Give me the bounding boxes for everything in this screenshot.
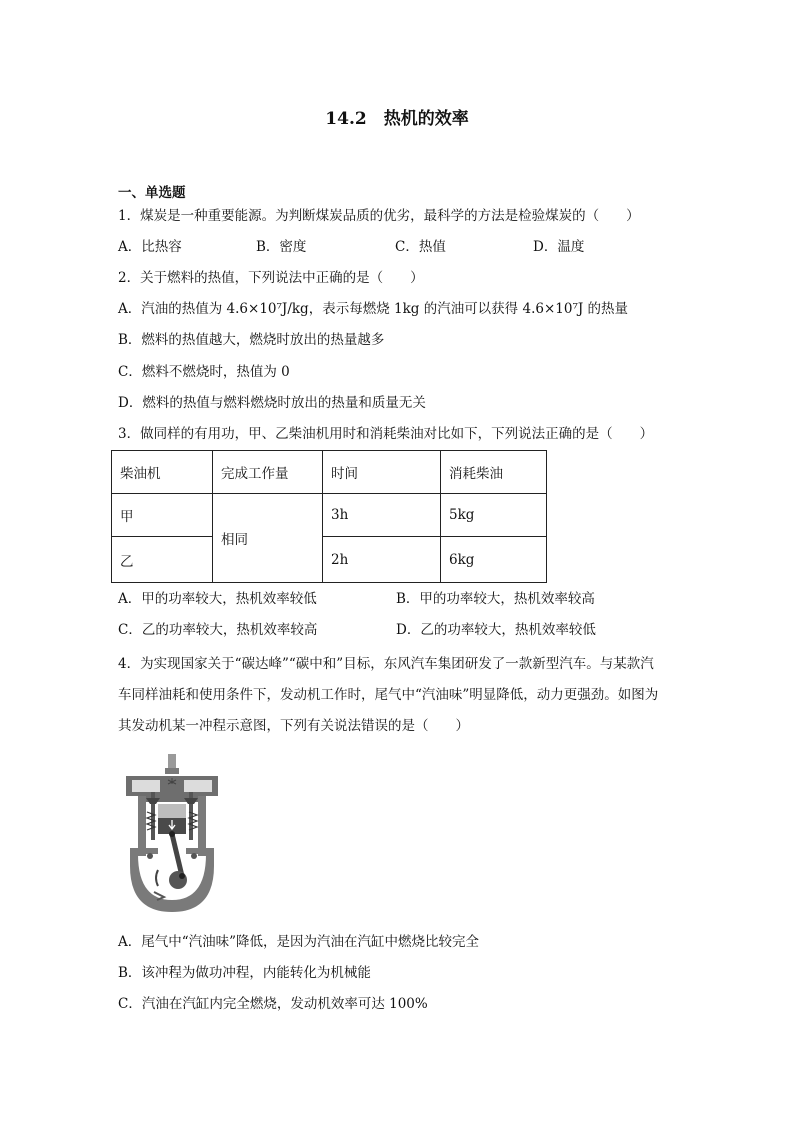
q1-option-d: D．温度 [533,239,585,255]
table-cell-fuel: 5kg [441,494,547,537]
q2-option-d: D．燃料的热值与燃料燃烧时放出的热量和质量无关 [118,395,426,411]
q2-option-c: C．燃料不燃烧时，热值为 0 [118,364,290,380]
q4-option-c: C．汽油在汽缸内完全燃烧，发动机效率可达 100% [118,996,428,1012]
question-4-stem-line-3: 其发动机某一冲程示意图，下列有关说法错误的是（ ） [118,718,469,734]
table-header-cell: 柴油机 [112,451,213,494]
engine-stroke-diagram [118,754,226,912]
crankshaft [169,871,187,889]
question-4-stem-line-1: 4．为实现国家关于“碳达峰”“碳中和”目标，东风汽车集团研发了一款新型汽车。与某款汽 [118,656,654,672]
q3-option-c: C．乙的功率较大，热机效率较高 [118,622,318,638]
question-2-stem: 2．关于燃料的热值，下列说法中正确的是（ ） [118,270,424,286]
q4-option-a: A．尾气中“汽油味”降低，是因为汽油在汽缸中燃烧比较完全 [118,934,480,950]
question-3-stem: 3．做同样的有用功，甲、乙柴油机用时和消耗柴油对比如下，下列说法正确的是（ ） [118,426,654,442]
q3-option-d: D．乙的功率较大，热机效率较低 [396,622,596,638]
q3-option-a: A．甲的功率较大，热机效率较低 [118,591,317,607]
q3-option-b: B．甲的功率较大，热机效率较高 [396,591,595,607]
table-cell-engine: 乙 [112,537,213,583]
table-cell-time: 2h [323,537,441,583]
table-cell-fuel: 6kg [441,537,547,583]
spark-plug [168,754,176,768]
table-header-cell: 消耗柴油 [441,451,547,494]
q1-option-a: A．比热容 [118,239,182,255]
table-header-row [112,451,547,494]
q2-option-a: A．汽油的热值为 4.6×10⁷J/kg，表示每燃烧 1kg 的汽油可以获得 4.6×10⁷J 的热量 [118,301,629,317]
q2-option-b: B．燃料的热值越大，燃烧时放出的热量越多 [118,332,385,348]
diesel-comparison-table [111,450,547,583]
table-cell-time: 3h [323,494,441,537]
q1-option-b: B．密度 [256,239,307,255]
table-cell-work: 相同 [213,494,323,583]
table-cell-engine: 甲 [112,494,213,537]
question-4-stem-line-2: 车同样油耗和使用条件下，发动机工作时，尾气中“汽油味”明显降低，动力更强劲。如图为 [118,687,659,703]
q4-option-b: B．该冲程为做功冲程，内能转化为机械能 [118,965,371,981]
table-header-cell: 时间 [323,451,441,494]
connecting-rod [172,834,182,876]
q1-option-c: C．热值 [395,239,446,255]
question-1-stem: 1．煤炭是一种重要能源。为判断煤炭品质的优劣，最科学的方法是检验煤炭的（ ） [118,208,640,224]
section-heading: 一、单选题 [118,185,186,201]
table-row [112,537,547,583]
page-title: 14.2 热机的效率 [325,109,469,129]
table-row [112,494,547,537]
table-header-cell: 完成工作量 [213,451,323,494]
